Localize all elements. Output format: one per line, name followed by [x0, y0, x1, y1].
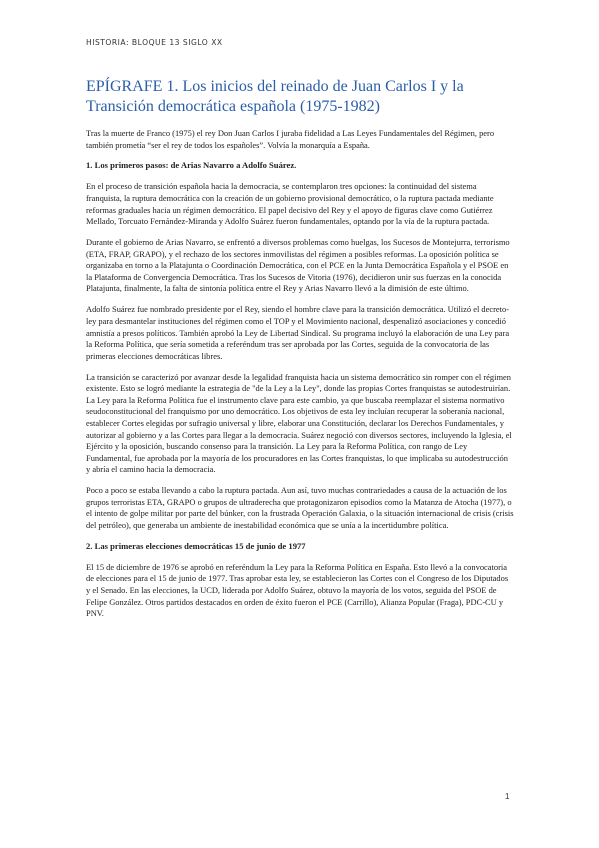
- paragraph: En el proceso de transición española hacia la democracia, se contemplaron tres opciones: la continuidad del sistema franquista, la ruptura democrática con la creación de un gobierno provisional democrático, o la ruptura pactada mediante reformas graduales hacia un régimen democrático. El papel decisivo del Rey y el apoyo de figuras clave como Gutiérrez Mellado, Torcuato Fernández-Miranda y Adolfo Suárez fueron fundamentales, optando por la vía de la ruptura pactada.: [86, 181, 494, 227]
- section-heading: 2. Las primeras elecciones democráticas 15 de junio de 1977: [86, 540, 306, 551]
- section-heading: 1. Los primeros pasos: de Arias Navarro a Adolfo Suárez.: [86, 160, 297, 171]
- page-number: 1: [505, 792, 510, 801]
- paragraph: Adolfo Suárez fue nombrado presidente por el Rey, siendo el hombre clave para la transición democrática. Utilizó el decreto-ley para desmantelar instituciones del régimen como el TOP y el Movimiento nacional, despenalizó asociaciones y concedió amnistía a presos políticos. También aprobó la Ley de Libertad Sindical. Su programa incluyó la elaboración de una Ley para la Reforma Política, que sería sometida a referéndum tras ser aprobada por las Cortes, seguida de la convocatoria de las primeras elecciones democráticas libres.: [86, 304, 510, 361]
- paragraph: Durante el gobierno de Arias Navarro, se enfrentó a diversos problemas como huelgas, los Sucesos de Montejurra, terrorismo (ETA, FRAP, GRAPO), y el rechazo de los sectores inmovilistas del régimen a posibles reformas. La oposición política se organizaba en torno a la Platajunta o Coordinación Democrática, con el PCE en la Junta Democrática Española y el PSOE en la Plataforma de Convergencia Democrática. Tras los Sucesos de Vitoria (1976), decidieron unir sus fuerzas en la conocida Platajunta, finalmente, la falta de sintonía política entre el Rey y Arias Navarro llevó a la dimisión de este último.: [86, 237, 510, 294]
- running-header: HISTORIA: BLOQUE 13 SIGLO XX: [86, 38, 223, 47]
- page-title: EPÍGRAFE 1. Los inicios del reinado de Juan Carlos I y la Transición democrática española (1975-1982): [86, 78, 464, 115]
- paragraph: La transición se caracterizó por avanzar desde la legalidad franquista hacia un sistema democrático sin romper con el régimen existente. Esto se logró mediante la estrategia de "de la Ley a la Ley", donde las propias Cortes franquistas se autodestruirían. La Ley para la Reforma Política fue el instrumento clave para este cambio, ya que buscaba reemplazar el sistema normativo seudoconstitucional del franquismo por uno democrático. Los objetivos de esta ley incluían recuperar la soberanía nacional, establecer Cortes elegidas por sufragio universal y libre, elaborar una Constitución, declarar los Derechos Fundamentales, y autorizar al gobierno y a las Cortes para llegar a la democracia. Suárez negoció con diversos sectores, incluyendo la Iglesia, el Ejército y la oposición, buscando consenso para la transición. La Ley para la Reforma Política, con rango de Ley Fundamental, fue aprobada por la mayoría de los procuradores en las Cortes franquistas, lo que implicaba su autodestrucción y abría el camino hacia la democracia.: [86, 371, 512, 475]
- paragraph: Poco a poco se estaba llevando a cabo la ruptura pactada. Aun así, tuvo muchas contrariedades a causa de la actuación de los grupos terroristas ETA, GRAPO o grupos de ultraderecha que protagonizaron episodios como la Matanza de Atocha (1977), o el intento de golpe militar por parte del búnker, con la frustrada Operación Galaxia, o la situación internacional de crisis (crisis del petróleo), que generaba un ambiente de inestabilidad económica que se unía a la incertidumbre política.: [86, 485, 514, 530]
- intro-paragraph: Tras la muerte de Franco (1975) el rey Don Juan Carlos I juraba fidelidad a Las Leyes Fundamentales del Régimen, pero también prometía “ser el rey de todos los españoles”. Volvía la monarquía a España.: [86, 128, 495, 150]
- paragraph: El 15 de diciembre de 1976 se aprobó en referéndum la Ley para la Reforma Política en España. Esto llevó a la convocatoria de elecciones para el 15 de junio de 1977. Tras aprobar esta ley, se establecieron las Cortes con el Congreso de los Diputados y el Senado. En las elecciones, la UCD, liderada por Adolfo Suárez, obtuvo la mayoría de los votos, seguida del PSOE de Felipe González. Otros partidos destacados en orden de éxito fueron el PCE (Carrillo), Alianza Popular (Fraga), PDC-CU y PNV.: [86, 561, 509, 619]
- document-body: [86, 128, 514, 629]
